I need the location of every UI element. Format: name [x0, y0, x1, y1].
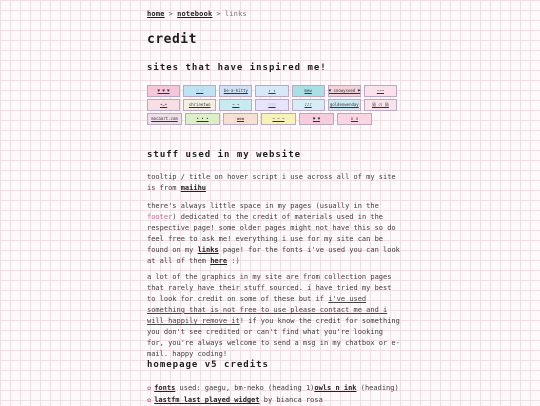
- list-item: [147, 382, 437, 394]
- paragraph-text: ! if you know the credit for something you don't see credited or can't find what you're looking for, you're always welcome to send a msg in my chatbox or e-mail. happy coding!: [147, 317, 400, 358]
- breadcrumb: [147, 10, 247, 18]
- breadcrumb-current: links: [224, 10, 247, 18]
- site-button-88x31[interactable]: mew: [292, 85, 325, 97]
- paragraph-text: a lot of the graphics in my site are from collection pages that rarely have their stuff sourced. i have tried my best to look for credit on some of these but if: [147, 273, 392, 303]
- site-button-88x31[interactable]: ~ ~ ~: [261, 113, 296, 125]
- site-button-88x31[interactable]: ~ ~: [219, 99, 252, 111]
- credit-text: used: gaegu, bm-neko (heading 1): [175, 384, 315, 392]
- fonts-here-link[interactable]: here: [210, 257, 228, 265]
- paragraph-text: page! for the fonts i've used you can look at all of them: [147, 246, 400, 265]
- site-button-88x31[interactable]: ~~~: [364, 85, 397, 97]
- breadcrumb-notebook-link[interactable]: notebook: [177, 10, 213, 18]
- site-button-88x31[interactable]: ♡♡♡: [255, 99, 288, 111]
- page-title: credit: [147, 32, 197, 47]
- section-heading-homepage: homepage v5 credits: [147, 360, 269, 370]
- owls-n-ink-link[interactable]: owls n ink: [314, 384, 357, 392]
- site-button-88x31[interactable]: ✿✿✿: [223, 113, 258, 125]
- credit-text: (heading): [356, 384, 399, 392]
- site-button-88x31[interactable]: mocaart.com: [147, 113, 182, 125]
- site-button-88x31[interactable]: be-a-kitty: [219, 85, 252, 97]
- flower-bullet-icon: ✿: [147, 384, 152, 392]
- button-row: [147, 113, 397, 125]
- credit-text: by bianca rosa: [259, 396, 323, 404]
- inspiration-button-grid: [147, 85, 397, 127]
- site-button-88x31[interactable]: ♥ snowyseed ♥: [328, 85, 361, 97]
- homepage-credits-list: [147, 382, 437, 406]
- graphics-credit-paragraph: [147, 272, 403, 360]
- paragraph-text: tooltip / title on hover script i use across all of my site is from: [147, 173, 396, 192]
- list-item: [147, 394, 437, 406]
- lastfm-widget-link[interactable]: lastfm last played widget: [154, 396, 260, 404]
- site-button-88x31[interactable]: shrinetwo: [183, 99, 216, 111]
- site-button-88x31[interactable]: ♡ ♡: [183, 85, 216, 97]
- paragraph-text: :): [227, 257, 240, 265]
- site-button-88x31[interactable]: ʚ ɞ: [337, 113, 372, 125]
- breadcrumb-separator: >: [216, 10, 221, 18]
- site-button-88x31[interactable]: • • •: [185, 113, 220, 125]
- links-page-link[interactable]: links: [197, 246, 219, 254]
- maiihu-link[interactable]: maiihu: [180, 184, 207, 192]
- site-button-88x31[interactable]: •ᴗ•: [147, 99, 180, 111]
- breadcrumb-separator: >: [168, 10, 174, 18]
- site-button-88x31[interactable]: ♥ ♥: [299, 113, 334, 125]
- tooltip-credit-paragraph: [147, 172, 403, 194]
- footer-credit-paragraph: [147, 201, 403, 267]
- site-button-88x31[interactable]: ✦ ✦: [255, 85, 288, 97]
- flower-bullet-icon: ✿: [147, 396, 152, 404]
- site-button-88x31[interactable]: ♪♪♪: [292, 99, 325, 111]
- button-row: [147, 85, 397, 97]
- site-button-88x31[interactable]: 猫 の 猫: [364, 99, 397, 111]
- section-heading-inspired: sites that have inspired me!: [147, 63, 327, 73]
- site-button-88x31[interactable]: goldenwenday: [328, 99, 361, 111]
- button-row: [147, 99, 397, 111]
- paragraph-text: ) dedicated to the credit of materials used in the respective page! some older pages might not have this so do feel free to ask me! everything i use for my site can be found on my: [147, 213, 396, 254]
- removal-notice-underlined: i've used something that is not free to use please contact me and i will happily remove it: [147, 295, 388, 325]
- section-heading-stuff: stuff used in my website: [147, 150, 302, 160]
- breadcrumb-home-link[interactable]: home: [147, 10, 165, 18]
- site-button-88x31[interactable]: ♥ ♥ ♥: [147, 85, 180, 97]
- fonts-link[interactable]: fonts: [154, 384, 176, 392]
- paragraph-text: there's always little space in my pages (usually in the: [147, 202, 379, 210]
- footer-highlight: footer: [147, 213, 173, 221]
